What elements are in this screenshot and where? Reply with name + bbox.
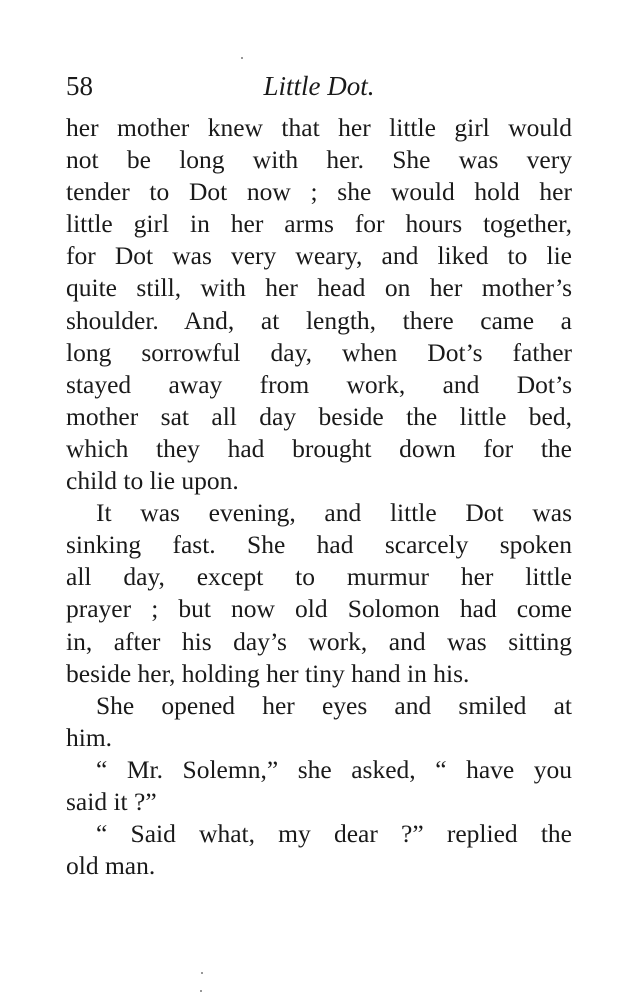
text-line: sinking fast. She had scarcely spoken [66,530,572,560]
text-line: mother sat all day beside the little bed, [66,401,572,431]
text-line: “ Mr. Solemn,” she asked, “ have you [96,754,572,784]
text-line: stayed away from work, and Dot’s [66,369,572,399]
text-line: prayer ; but now old Solomon had come [66,594,572,624]
text-line: in, after his day’s work, and was sitting [66,626,572,656]
text-line: tender to Dot now ; she would hold her [66,177,572,207]
text-line: child to lie upon. [66,466,239,496]
text-line: not be long with her. She was very [66,145,572,175]
speck [201,972,203,974]
text-line: her mother knew that her little girl would [66,113,572,142]
text-line: said it ?” [66,786,157,816]
text-line: which they had brought down for the [66,433,572,463]
text-line: shoulder. And, at length, there came a [66,305,572,335]
text-line: quite still, with her head on her mother’s [66,273,572,303]
text-line: It was evening, and little Dot was [96,498,572,528]
text-line: “ Said what, my dear ?” replied the [96,819,572,849]
text-line: old man. [66,851,156,881]
text-line: long sorrowful day, when Dot’s father [66,337,572,367]
page-number: 58 [66,71,93,101]
text-line: little girl in her arms for hours together, [66,209,572,239]
body-text [66,112,572,882]
page-header [66,66,572,106]
running-title: Little Dot. [263,71,375,101]
text-line: She opened her eyes and smiled at [96,690,572,720]
text-line: him. [66,722,113,752]
speck [241,57,243,59]
text-line: for Dot was very weary, and liked to lie [66,241,572,271]
speck [200,990,202,992]
text-line: beside her, holding her tiny hand in his. [66,658,470,688]
text-line: all day, except to murmur her little [66,562,572,592]
